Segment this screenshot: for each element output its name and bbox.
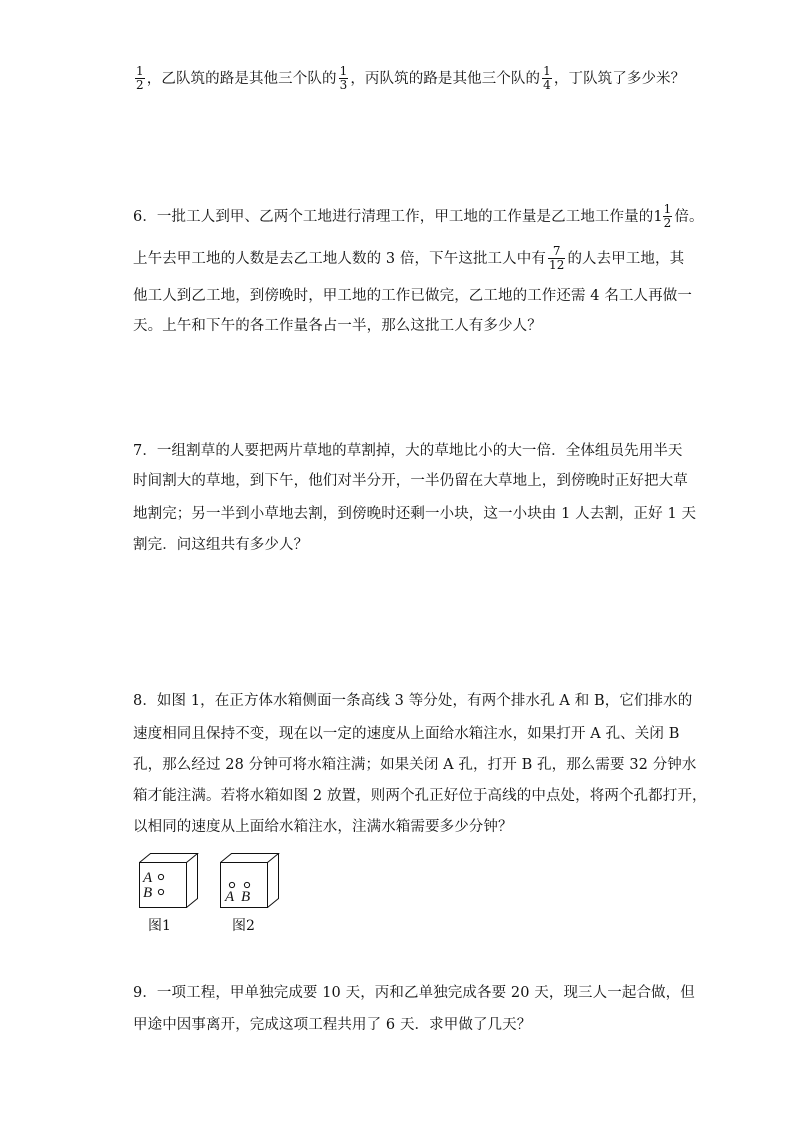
q6-text-1b: 倍。	[674, 209, 704, 225]
q6-line-3: 他工人到乙工地，到傍晚时，甲工地的工作已做完，乙工地的工作还需 4 名工人再做一	[133, 288, 692, 304]
q7-line-3: 地割完；另一半到小草地去割，到傍晚时还剩一小块，这一小块由 1 人去割，正好 1 天	[133, 506, 697, 522]
fig1-label-b: B	[143, 885, 153, 901]
q5-text-3: ，丁队筑了多少米？	[553, 71, 686, 87]
figure-2-cube	[219, 852, 281, 912]
fraction-mixed-part: $\frac{1}{2}$	[663, 201, 672, 230]
figure-1-cube	[138, 852, 200, 912]
fraction-seven-twelfths: $\frac{7}{12}$	[548, 243, 565, 272]
q6-line-4: 天。上午和下午的各工作量各占一半，那么这批工人有多少人？	[133, 318, 542, 334]
figure-2-caption: 图2	[232, 918, 255, 934]
fig1-label-a: A	[143, 870, 153, 886]
q6-text-2b: 的人去甲工地，其	[567, 251, 685, 267]
q6-mixed-whole: 1	[653, 209, 663, 225]
q7-line-1: 7．一组割草的人要把两片草地的草割掉，大的草地比小的大一倍．全体组员先用半天	[133, 443, 683, 459]
q7-line-4: 割完．问这组共有多少人？	[133, 537, 309, 553]
fig2-label-b: B	[241, 889, 251, 905]
fraction-one-third: $\frac{1}{3}$	[339, 63, 348, 92]
cube-icon	[138, 852, 200, 912]
q5-text-1: ，乙队筑的路是其他三个队的	[146, 71, 337, 87]
q6-line-2	[133, 242, 684, 276]
q8-line-3: 孔，那么经过 28 分钟可将水箱注满；如果关闭 A 孔，打开 B 孔，那么需要 32 分钟水	[133, 757, 697, 773]
fig2-label-a: A	[225, 889, 235, 905]
q8-line-2: 速度相同且保持不变，现在以一定的速度从上面给水箱注水，如果打开 A 孔、关闭 B	[133, 726, 680, 742]
q9-line-1: 9．一项工程，甲单独完成要 10 天，丙和乙单独完成各要 20 天，现三人一起合做，但	[133, 985, 695, 1001]
cube-icon	[219, 852, 281, 912]
q6-text-2a: 上午去甲工地的人数是去乙工地人数的 3 倍，下午这批工人中有	[133, 251, 546, 267]
fraction-one-quarter: $\frac{1}{4}$	[543, 63, 551, 92]
q8-line-1: 8．如图 1，在正方体水箱侧面一条高线 3 等分处，有两个排水孔 A 和 B，它们排水的	[133, 693, 693, 709]
q6-line-1	[133, 200, 704, 234]
q5-text-2: ，丙队筑的路是其他三个队的	[350, 71, 541, 87]
figure-1-caption: 图1	[148, 918, 171, 934]
q6-text-1a: 6．一批工人到甲、乙两个工地进行清理工作，甲工地的工作量是乙工地工作量的	[133, 209, 654, 225]
q7-line-2: 时间割大的草地，到下午，他们对半分开，一半仍留在大草地上，到傍晚时正好把大草	[133, 473, 688, 489]
q8-line-4: 箱才能注满。若将水箱如图 2 放置，则两个孔正好位于高线的中点处，将两个孔都打开，	[133, 788, 707, 804]
q8-line-5: 以相同的速度从上面给水箱注水，注满水箱需要多少分钟？	[133, 819, 513, 835]
q9-line-2: 甲途中因事离开，完成这项工程共用了 6 天．求甲做了几天？	[133, 1017, 532, 1033]
q5-line-1	[133, 62, 685, 96]
fraction-one-half: $\frac{1}{2}$	[136, 63, 144, 92]
